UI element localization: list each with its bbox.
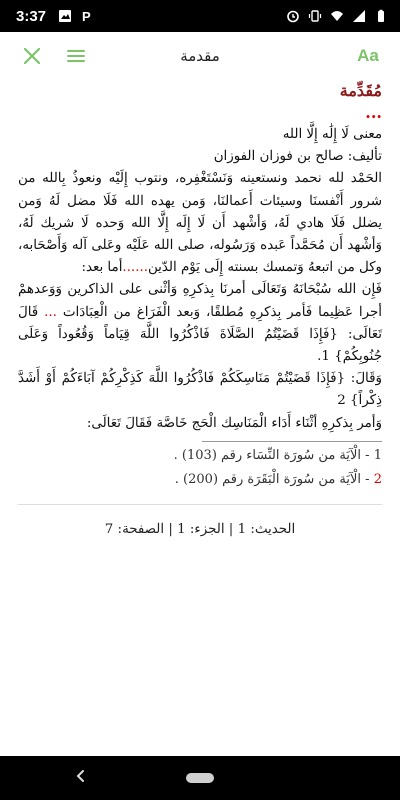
status-bar [0,0,400,32]
menu-button[interactable] [56,36,96,76]
paragraph-1 [18,168,382,279]
footnote-item[interactable] [18,468,382,492]
home-pill-icon[interactable] [186,773,214,783]
vibrate-icon [308,9,322,23]
footnote-number: 1 [373,447,382,463]
footnote-number: 2 [373,471,382,487]
author-line: تأليف: صالح بن فوزان الفوزان [213,149,382,165]
paragraph-2-quote: قَالَ تَعَالَى: {فَإِذَا قَضَيْتُمُ الصَّلَاةَ فَاذْكُرُوا اللَّهَ قِيَاماً وَقُعُوداً وَعَلَى جُنُوبِكُمْ} 1. [18,304,382,365]
reader-content[interactable] [0,80,400,756]
alarm-icon [286,9,300,23]
toolbar-title: مقدمة [180,47,220,65]
status-left-icons [58,9,94,23]
paragraph-3: وَقَالَ: {فَإِذَا قَضَيْتُمْ مَنَاسِكَكُمْ فَاذْكُرُوا اللَّهَ كَذِكْرِكُمْ آبَاءَكُمْ أَوْ أَشَدَّ ذِكْراً} 2 [18,371,382,409]
paragraph-2-dots: ... [44,304,57,320]
paragraph-2-text: فَإِن الله سُبْحَانَهُ وَتَعَالَى أمرنَا بِذكرِهِ وَأثْنى على الذاكرين وَوَعدهمْ أجرا عَظِيما فَأمر بِذكرِهِ مُطلقًا، وَبعد الْفَرَاغ من الْعِبَادَات [18,282,382,320]
paragraph-4: وَأمر بِذكرِهِ أثْنَاء أَدَاء الْمَنَاسِك الْحَج خَاصَّة فَقَالَ تَعَالَى: [86,415,382,431]
status-time: 3:37 [16,7,47,25]
footnote-text: الْآيَة من سُورَة الْبَقَرَة رقم (200) . [174,471,362,487]
signal-icon [352,9,366,23]
app-toolbar [0,32,400,80]
chapter-heading: مُقَدِّمة [339,81,382,100]
paragraph-1-dots: ...... [122,260,148,276]
footnote-separator: - [361,447,374,463]
battery-icon [374,9,388,23]
status-right-icons [286,9,388,23]
page-reference: الحديث: 1 | الجزء: 1 | الصفحة: 7 [18,504,382,541]
font-size-button[interactable]: Aa [357,46,379,65]
close-button[interactable] [12,36,52,76]
title-line: معنى لَا إِلَٰه إِلَّا الله [282,127,382,142]
paragraph-1-end: أما بعد: [81,260,123,276]
close-icon [23,47,41,65]
footnote-divider [202,441,382,442]
system-nav-bar [0,756,400,800]
image-icon [58,9,72,23]
footnote-item[interactable] [18,444,382,468]
footnote-separator: - [361,471,374,487]
parking-icon [80,9,94,23]
wifi-icon [330,9,344,23]
footnote-text: الْآيَة من سُورَة النِّسَاء رقم (103) . [173,447,362,463]
svg-text:P: P [82,9,91,23]
paragraph-2 [18,279,382,368]
menu-icon [67,49,85,63]
paragraph-1-text: الحَمْد لله نحمد ونستعينه وَنَسْتَغْفِره، ونتوب إِلَيْه ونعوذُ بِالله من شرور أَنْفسنَا وسيئات أَعمالنَا، وَمن يهده الله فَلَا مضل لَهُ وَمن يضلل فَلَا هادي لَهُ، وَأشْهد أَن لَا إِلَه إِلَّا الله وَحده لَا شريك لَهُ، وَأشْهد أَن مُحَمَّداً عَبده وَرَسُوله، صلى الله عَلَيْه وعَلى آله وَأَصْحَابه، وكل من اتبعهُ وَتمسك بسنته إِلَى يَوْم الدّين [18,171,382,276]
back-icon[interactable] [72,764,88,788]
heading-dots: ... [365,103,382,122]
